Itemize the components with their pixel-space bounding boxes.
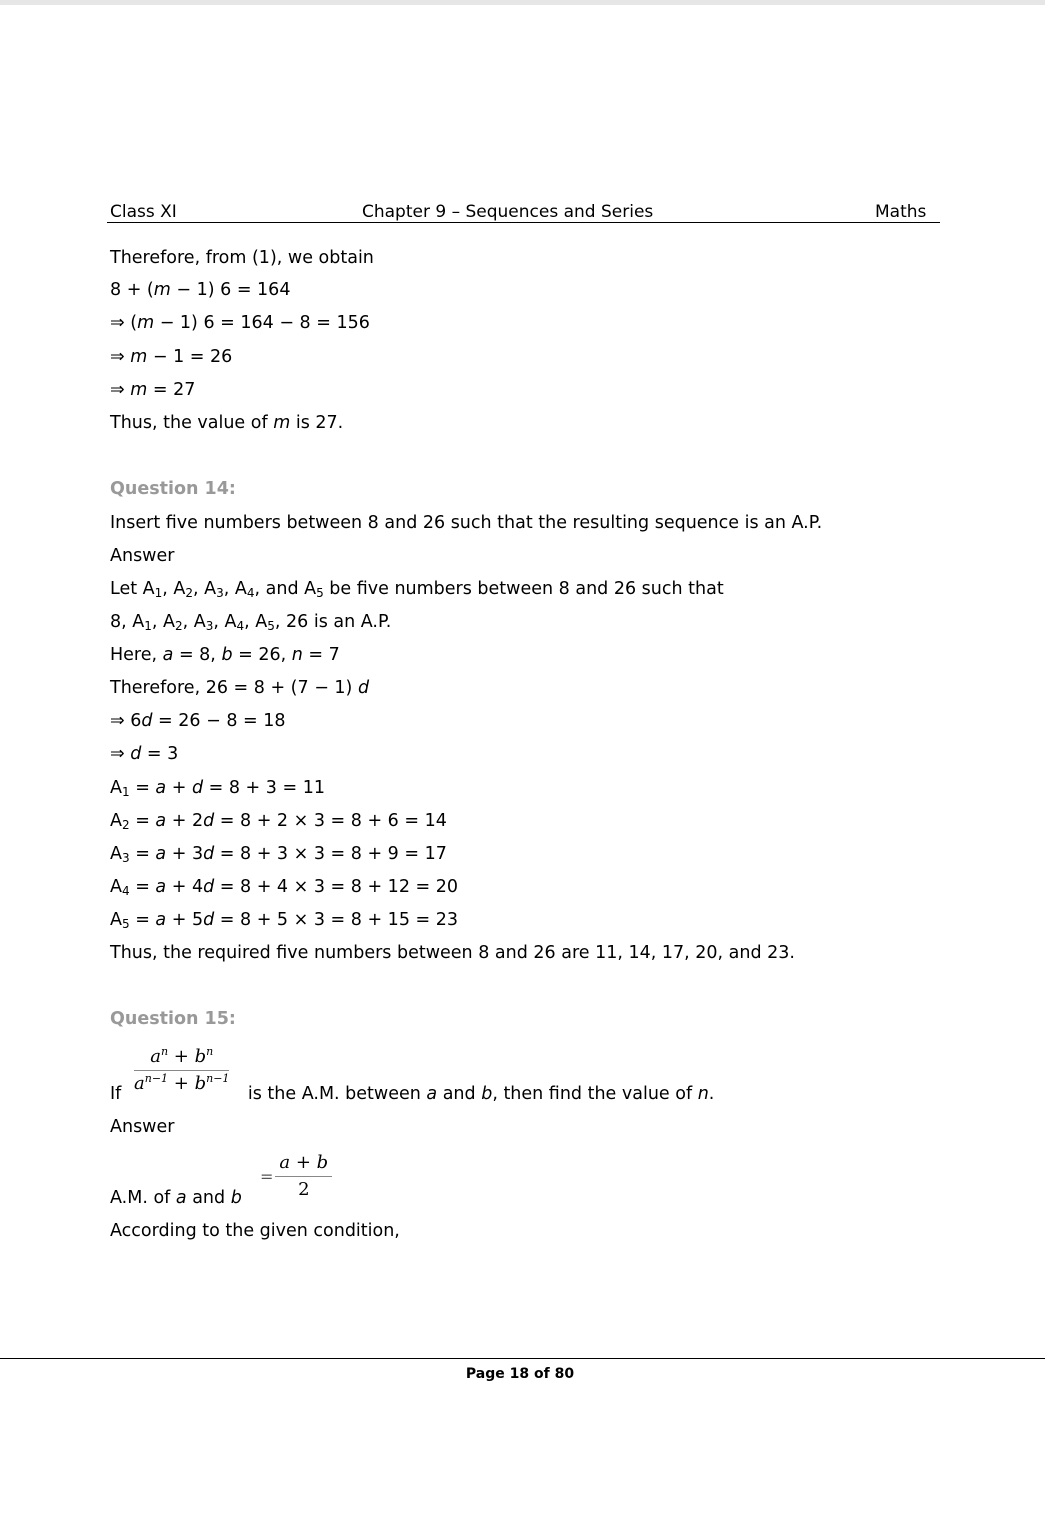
text-segment: Answer	[110, 1117, 175, 1137]
text-segment: A	[110, 877, 122, 897]
text-segment: Let A	[110, 579, 155, 599]
text-segment: ⇒	[110, 380, 131, 400]
text-segment: − 1 = 26	[147, 347, 233, 367]
text-segment: 8, A	[110, 612, 145, 632]
text-segment: 5	[316, 586, 324, 600]
text-line	[110, 1187, 242, 1209]
text-line	[110, 312, 370, 334]
text-segment: is the A.M. between	[247, 1084, 427, 1104]
footer-divider	[0, 1358, 1045, 1359]
text-segment: = 27	[147, 380, 196, 400]
text-segment: a	[155, 811, 167, 831]
text-segment: d	[130, 744, 142, 764]
text-segment: 5	[267, 619, 275, 633]
text-segment: A	[110, 811, 122, 831]
text-segment: =	[129, 844, 156, 864]
text-line	[110, 1220, 400, 1242]
text-segment: d	[191, 778, 204, 798]
text-line	[110, 810, 447, 832]
text-segment: Here,	[110, 645, 163, 665]
text-segment: 1	[121, 785, 130, 799]
text-segment: = 8 + 5 × 3 = 8 + 15 = 23	[214, 910, 459, 930]
text-segment: d	[141, 711, 153, 731]
text-segment: = 26,	[232, 645, 292, 665]
text-segment: be five numbers between 8 and 26 such that	[323, 579, 724, 599]
text-segment: Thus, the value of	[110, 413, 274, 433]
text-segment: d	[203, 910, 215, 930]
text-segment: b	[481, 1084, 493, 1104]
header-chapter: Chapter 9 – Sequences and Series	[362, 202, 654, 222]
text-segment: d	[357, 678, 370, 698]
text-segment: 1	[154, 586, 163, 600]
text-line	[110, 777, 325, 799]
text-line	[110, 512, 822, 534]
text-segment: m	[130, 347, 148, 367]
text-line	[110, 578, 724, 600]
text-segment: , 26 is an A.P.	[274, 612, 392, 632]
text-segment: .	[708, 1084, 715, 1104]
text-segment: = 8 + 3 × 3 = 8 + 9 = 17	[214, 844, 447, 864]
text-segment: = 3	[141, 744, 179, 764]
text-segment: m	[273, 413, 291, 433]
text-segment: 4	[121, 884, 130, 898]
text-segment: =	[129, 811, 156, 831]
text-line	[110, 545, 174, 567]
text-segment: =	[129, 877, 156, 897]
text-segment: = 8 + 4 × 3 = 8 + 12 = 20	[214, 877, 459, 897]
text-segment: According to the given condition,	[110, 1221, 400, 1241]
text-segment: + 5	[166, 910, 204, 930]
text-segment: , and A	[254, 579, 317, 599]
text-line	[110, 909, 458, 931]
text-line	[110, 677, 369, 699]
text-segment: m	[153, 280, 171, 300]
text-segment: 8 + (	[110, 280, 154, 300]
text-segment: , A	[244, 612, 268, 632]
text-segment: ⇒	[110, 347, 131, 367]
text-segment: a	[175, 1188, 187, 1208]
text-segment: , A	[182, 612, 206, 632]
text-line	[110, 346, 232, 368]
top-bar	[0, 0, 1045, 5]
text-segment: 2	[185, 586, 193, 600]
text-segment: a	[155, 910, 167, 930]
text-segment: Insert five numbers between 8 and 26 such that the resulting sequence is an A.P.	[110, 513, 823, 533]
text-segment: Therefore, 26 = 8 + (7 − 1)	[110, 678, 358, 698]
text-segment: Therefore, from (1), we obtain	[110, 248, 374, 268]
text-line	[110, 876, 458, 898]
text-line	[110, 710, 286, 732]
text-line	[110, 412, 343, 434]
text-segment: m	[137, 313, 155, 333]
text-line	[110, 611, 391, 633]
text-segment: = 8 + 2 × 3 = 8 + 6 = 14	[214, 811, 447, 831]
text-line	[110, 247, 374, 269]
text-segment: a	[155, 778, 167, 798]
text-line	[110, 743, 178, 765]
text-segment: a	[155, 877, 167, 897]
text-segment: 1	[144, 619, 152, 633]
text-line	[110, 1116, 174, 1138]
text-segment: d	[203, 811, 215, 831]
text-segment: b	[221, 645, 233, 665]
text-segment: 2	[174, 619, 183, 633]
fraction-am: = $\frac{a + b}{2}$	[260, 1150, 332, 1203]
text-segment: A.M. of	[110, 1188, 176, 1208]
text-segment: , A	[213, 612, 237, 632]
text-segment: a	[155, 844, 167, 864]
text-segment: and	[437, 1084, 482, 1104]
text-segment: , A	[162, 579, 186, 599]
text-segment: Question 14:	[110, 479, 236, 499]
header-divider	[107, 222, 940, 223]
text-segment: , A	[151, 612, 175, 632]
text-segment: n	[291, 645, 303, 665]
text-segment: 3	[205, 619, 214, 633]
text-segment: − 1) 6 = 164 − 8 = 156	[154, 313, 370, 333]
question-heading	[110, 478, 236, 500]
text-segment: + 2	[166, 811, 204, 831]
text-segment: a	[162, 645, 174, 665]
text-segment: d	[203, 844, 215, 864]
text-segment: 2	[121, 818, 130, 832]
text-segment: + 3	[166, 844, 204, 864]
text-segment: 3	[216, 586, 224, 600]
text-segment: + 4	[166, 877, 204, 897]
question-heading	[110, 1008, 236, 1030]
text-line	[110, 942, 795, 964]
text-segment: +	[166, 778, 192, 798]
text-segment: ⇒ (	[110, 313, 138, 333]
text-segment: ⇒ 6	[110, 711, 142, 731]
text-segment: =	[129, 910, 156, 930]
text-segment: b	[230, 1188, 242, 1208]
text-segment: = 7	[302, 645, 340, 665]
text-segment: , A	[193, 579, 217, 599]
text-line	[110, 843, 447, 865]
text-segment: 5	[121, 917, 130, 931]
text-segment: = 8 + 3 = 11	[203, 778, 325, 798]
text-segment: − 1) 6 = 164	[170, 280, 291, 300]
text-segment: , then find the value of	[492, 1084, 698, 1104]
text-segment: Thus, the required five numbers between 8 and 26 are 11, 14, 17, 20, and 23.	[110, 943, 795, 963]
text-segment: If	[110, 1084, 127, 1104]
text-line	[110, 379, 195, 401]
text-segment: m	[130, 380, 148, 400]
text-segment: a	[426, 1084, 438, 1104]
text-segment: Answer	[110, 546, 175, 566]
page-number: Page 18 of 80	[465, 1366, 575, 1382]
text-segment: 3	[121, 851, 130, 865]
header-subject: Maths	[875, 202, 927, 222]
text-segment: A	[110, 910, 122, 930]
text-segment: d	[203, 877, 215, 897]
text-segment: A	[110, 778, 122, 798]
text-segment: is 27.	[290, 413, 344, 433]
text-segment: 4	[236, 619, 245, 633]
text-segment: = 26 − 8 = 18	[152, 711, 286, 731]
text-segment: =	[129, 778, 156, 798]
text-line	[110, 279, 290, 301]
fraction-q15: $\frac{a^n + b^n}{a^{n-1} + b^{n-1}}$	[134, 1045, 230, 1094]
text-line	[110, 644, 340, 666]
text-segment: 4	[246, 586, 255, 600]
text-segment: A	[110, 844, 122, 864]
text-segment: Question 15:	[110, 1009, 236, 1029]
text-segment: , A	[223, 579, 247, 599]
text-segment: ⇒	[110, 744, 131, 764]
text-segment: and	[186, 1188, 231, 1208]
text-segment: = 8,	[173, 645, 222, 665]
text-segment: n	[697, 1084, 709, 1104]
header-class: Class XI	[110, 202, 177, 222]
